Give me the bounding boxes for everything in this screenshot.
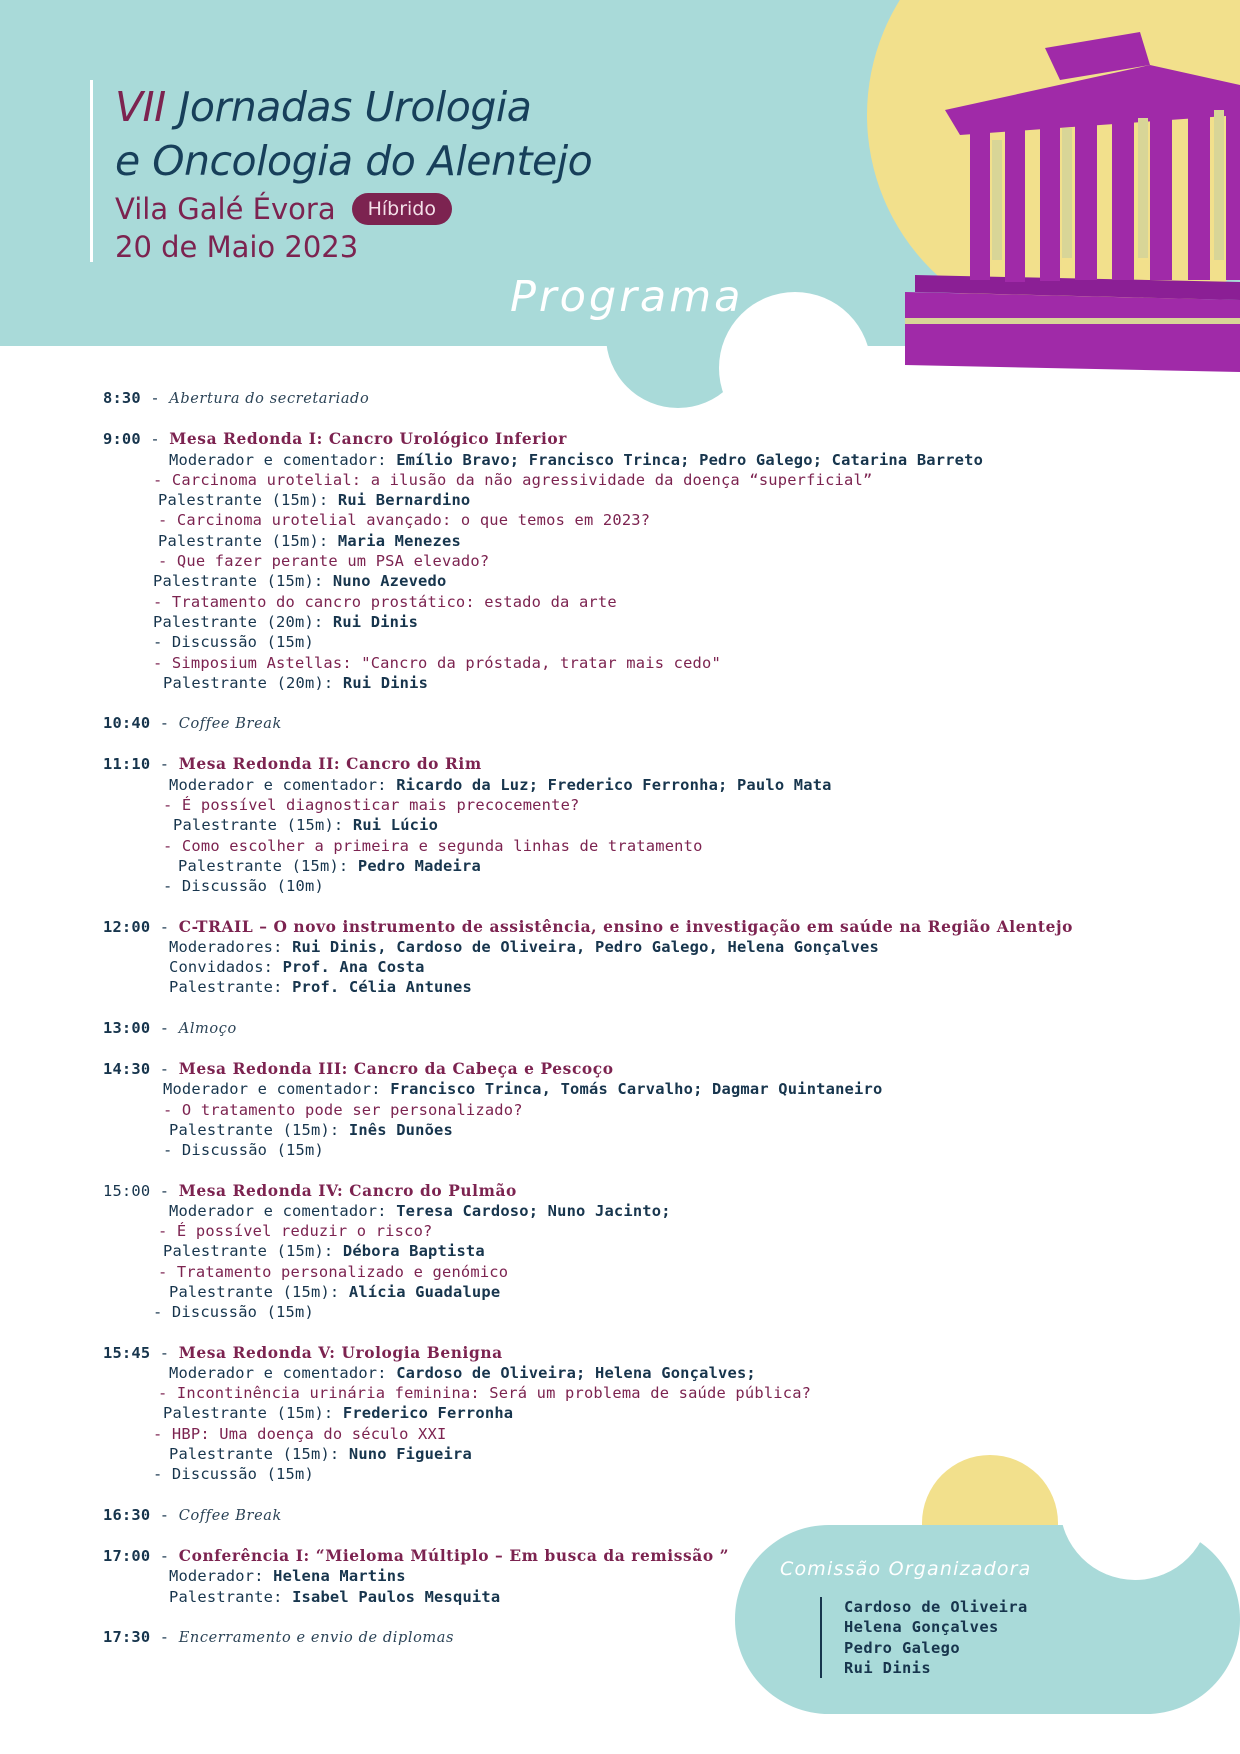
speaker-name: Ricardo da Luz; Frederico Ferronha; Paulo Mata <box>396 775 832 794</box>
slot-separator: - <box>140 430 170 449</box>
talk-topic: - É possível diagnosticar mais precocemente? <box>163 796 580 815</box>
event-date: 20 de Maio 2023 <box>115 230 359 264</box>
slot-heading <box>103 1505 1103 1526</box>
session-line <box>103 450 1103 470</box>
speaker-name: Nuno Figueira <box>348 1445 472 1464</box>
session-line <box>103 775 1103 795</box>
speaker-name: Francisco Trinca, Tomás Carvalho; Dagmar Quintaneiro <box>390 1080 883 1099</box>
speaker-role: - Discussão (15m) <box>153 633 314 652</box>
talk-topic: - HBP: Uma doença do século XXI <box>153 1424 447 1443</box>
talk-topic: - Tratamento personalizado e genómico <box>158 1262 509 1281</box>
talk-topic: - Carcinoma urotelial: a ilusão da não agressividade da doença “superficial” <box>153 470 873 489</box>
speaker-role: Moderador e comentador: <box>169 775 397 794</box>
session-title: Mesa Redonda I: Cancro Urológico Inferior <box>169 430 567 449</box>
speaker-name: Cardoso de Oliveira; Helena Gonçalves; <box>396 1363 756 1382</box>
session-line <box>103 551 1103 571</box>
speaker-name: Rui Dinis <box>332 612 419 631</box>
program-slot <box>103 1505 1103 1526</box>
session-line <box>103 1140 1103 1160</box>
speaker-role: Palestrante (15m): <box>163 1404 343 1423</box>
program-list <box>103 388 1103 1668</box>
slot-time: 17:30 <box>103 1627 151 1646</box>
session-line <box>103 612 1103 632</box>
program-slot <box>103 713 1103 734</box>
session-line <box>103 1120 1103 1140</box>
session-line <box>103 1282 1103 1302</box>
session-line <box>103 653 1103 673</box>
speaker-role: - Discussão (15m) <box>153 1465 314 1484</box>
talk-topic: - Simposium Astellas: "Cancro da próstada, tratar mais cedo" <box>153 653 721 672</box>
slot-separator: - <box>150 1343 179 1362</box>
speaker-name: Helena Martins <box>273 1567 406 1586</box>
committee-member: Cardoso de Oliveira <box>844 1598 1028 1616</box>
event-venue: Vila Galé Évora <box>115 192 336 226</box>
speaker-role: - Discussão (15m) <box>163 1141 324 1160</box>
session-line <box>103 937 1103 957</box>
event-title-rest: Jornadas Urologia <box>165 83 532 131</box>
slot-heading <box>103 713 1103 734</box>
speaker-role: Palestrante: <box>169 1587 293 1606</box>
slot-separator: - <box>150 1018 179 1037</box>
speaker-role: Palestrante (20m): <box>163 673 343 692</box>
slot-label: Almoço <box>178 1020 237 1037</box>
speaker-role: Palestrante (15m): <box>158 531 338 550</box>
session-line <box>103 815 1103 835</box>
speaker-name: Emílio Bravo; Francisco Trinca; Pedro Galego; Catarina Barreto <box>396 450 984 469</box>
session-title: Mesa Redonda II: Cancro do Rim <box>178 755 482 774</box>
session-line <box>103 1241 1103 1261</box>
slot-label: Coffee Break <box>178 716 282 733</box>
program-slot <box>103 754 1103 896</box>
speaker-role: - Discussão (10m) <box>163 877 324 896</box>
slot-time: 15:45 <box>103 1343 151 1362</box>
speaker-name: Prof. Ana Costa <box>282 958 425 977</box>
session-title: C-TRAIL – O novo instrumento de assistência, ensino e investigação em saúde na Região Alentejo <box>178 917 1074 936</box>
talk-topic: - Que fazer perante um PSA elevado? <box>158 552 490 571</box>
slot-heading <box>103 917 1103 937</box>
format-badge: Híbrido <box>352 193 452 225</box>
event-edition: VII <box>115 83 166 131</box>
session-line <box>103 957 1103 977</box>
speaker-role: Palestrante: <box>169 978 293 997</box>
speaker-name: Pedro Madeira <box>357 856 481 875</box>
speaker-role: Palestrante (15m): <box>169 1282 349 1301</box>
committee-list <box>820 1597 1028 1678</box>
event-title-block <box>90 80 592 262</box>
speaker-role: Moderador e comentador: <box>163 1080 391 1099</box>
program-slot <box>103 1018 1103 1039</box>
speaker-role: Palestrante (15m): <box>163 1242 343 1261</box>
session-line <box>103 571 1103 591</box>
committee-title: Comissão Organizadora <box>780 1558 1032 1580</box>
session-line <box>103 490 1103 510</box>
speaker-role: Palestrante (15m): <box>173 816 353 835</box>
session-line <box>103 836 1103 856</box>
slot-time: 13:00 <box>103 1018 151 1037</box>
session-line <box>103 1363 1103 1383</box>
committee-member: Helena Gonçalves <box>844 1618 999 1637</box>
slot-heading <box>103 1059 1103 1079</box>
speaker-name: Inês Dunões <box>348 1120 453 1139</box>
speaker-name: Rui Lúcio <box>352 816 439 835</box>
speaker-role: Palestrante (15m): <box>153 572 333 591</box>
speaker-role: Moderador e comentador: <box>169 1201 397 1220</box>
slot-separator: - <box>150 917 179 936</box>
speaker-role: Convidados: <box>169 958 283 977</box>
slot-separator: - <box>150 1546 179 1565</box>
session-line <box>103 1403 1103 1423</box>
slot-heading <box>103 754 1103 774</box>
slot-separator: - <box>150 1060 179 1079</box>
session-line <box>103 673 1103 693</box>
session-line <box>103 977 1103 997</box>
session-line <box>103 1302 1103 1322</box>
speaker-name: Prof. Célia Antunes <box>292 978 472 997</box>
session-title: Mesa Redonda III: Cancro da Cabeça e Pescoço <box>178 1060 614 1079</box>
slot-time: 11:10 <box>103 755 151 774</box>
session-line <box>103 531 1103 551</box>
session-line <box>103 1262 1103 1282</box>
program-slot <box>103 917 1103 998</box>
program-slot <box>103 388 1103 409</box>
session-title: Mesa Redonda IV: Cancro do Pulmão <box>178 1181 517 1200</box>
speaker-name: Rui Dinis, Cardoso de Oliveira, Pedro Galego, Helena Gonçalves <box>292 937 879 956</box>
speaker-role: Palestrante (15m): <box>169 1445 349 1464</box>
committee-member: Pedro Galego <box>844 1638 960 1657</box>
speaker-name: Rui Dinis <box>342 673 429 692</box>
speaker-role: Moderador: <box>169 1567 274 1586</box>
speaker-role: Palestrante (15m): <box>169 1120 349 1139</box>
slot-separator: - <box>150 1505 179 1524</box>
talk-topic: - É possível reduzir o risco? <box>158 1222 433 1241</box>
speaker-role: Palestrante (20m): <box>153 612 333 631</box>
slot-separator: - <box>150 1181 179 1200</box>
program-slot <box>103 1343 1103 1485</box>
session-line <box>103 1221 1103 1241</box>
program-slot <box>103 1059 1103 1160</box>
talk-topic: - Tratamento do cancro prostático: estado da arte <box>153 592 617 611</box>
speaker-name: Maria Menezes <box>337 531 461 550</box>
event-title-line2: e Oncologia do Alentejo <box>115 137 593 185</box>
talk-topic: - O tratamento pode ser personalizado? <box>163 1100 523 1119</box>
slot-heading <box>103 429 1103 449</box>
slot-label: Abertura do secretariado <box>169 391 370 407</box>
speaker-name: Rui Bernardino <box>337 491 471 510</box>
speaker-role: Moderadores: <box>169 937 293 956</box>
program-slot <box>103 429 1103 693</box>
slot-time: 9:00 <box>103 430 141 449</box>
session-line <box>103 795 1103 815</box>
event-title-line1 <box>115 80 592 134</box>
slot-label: Encerramento e envio de diplomas <box>178 1629 455 1646</box>
session-line <box>103 856 1103 876</box>
talk-topic: - Carcinoma urotelial avançado: o que temos em 2023? <box>158 511 651 530</box>
venue-row <box>115 192 592 226</box>
speaker-name: Teresa Cardoso; Nuno Jacinto; <box>396 1201 671 1220</box>
session-line <box>103 592 1103 612</box>
speaker-name: Nuno Azevedo <box>332 572 447 591</box>
slot-time: 10:40 <box>103 714 151 733</box>
slot-separator: - <box>140 389 170 407</box>
speaker-name: Alícia Guadalupe <box>348 1282 501 1301</box>
speaker-role: Moderador e comentador: <box>169 1363 397 1382</box>
session-line <box>103 1201 1103 1221</box>
speaker-name: Isabel Paulos Mesquita <box>292 1587 501 1606</box>
slot-separator: - <box>150 755 179 774</box>
program-title: Programa <box>510 272 744 322</box>
slot-time: 12:00 <box>103 917 151 936</box>
slot-time: 8:30 <box>103 389 141 407</box>
slot-time: 16:30 <box>103 1505 151 1524</box>
program-slot <box>103 1181 1103 1323</box>
speaker-name: Débora Baptista <box>342 1242 485 1261</box>
committee-member: Rui Dinis <box>844 1658 931 1677</box>
slot-heading <box>103 1181 1103 1201</box>
speaker-role: Palestrante (15m): <box>178 856 358 875</box>
session-line <box>103 1100 1103 1120</box>
session-line <box>103 470 1103 490</box>
slot-time: 15:00 <box>103 1181 151 1200</box>
speaker-role: - Discussão (15m) <box>153 1303 314 1322</box>
talk-topic: - Incontinência urinária feminina: Será um problema de saúde pública? <box>158 1384 812 1403</box>
speaker-name: Frederico Ferronha <box>342 1404 514 1423</box>
slot-time: 17:00 <box>103 1546 151 1565</box>
slot-separator: - <box>150 1627 179 1646</box>
slot-time: 14:30 <box>103 1060 151 1079</box>
slot-heading <box>103 1018 1103 1039</box>
session-title: Mesa Redonda V: Urologia Benigna <box>178 1343 503 1362</box>
session-line <box>103 510 1103 530</box>
session-line <box>103 1079 1103 1099</box>
session-line <box>103 1444 1103 1464</box>
slot-heading <box>103 1343 1103 1363</box>
session-line <box>103 1424 1103 1444</box>
slot-separator: - <box>150 714 179 733</box>
session-title: Conferência I: “Mieloma Múltiplo – Em busca da remissão ” <box>178 1546 730 1565</box>
talk-topic: - Como escolher a primeira e segunda linhas de tratamento <box>163 836 703 855</box>
session-line <box>103 1464 1103 1484</box>
session-line <box>103 876 1103 896</box>
speaker-role: Palestrante (15m): <box>158 491 338 510</box>
slot-label: Coffee Break <box>178 1507 282 1524</box>
session-line <box>103 632 1103 652</box>
speaker-role: Moderador e comentador: <box>169 450 397 469</box>
slot-heading <box>103 388 1103 409</box>
session-line <box>103 1383 1103 1403</box>
